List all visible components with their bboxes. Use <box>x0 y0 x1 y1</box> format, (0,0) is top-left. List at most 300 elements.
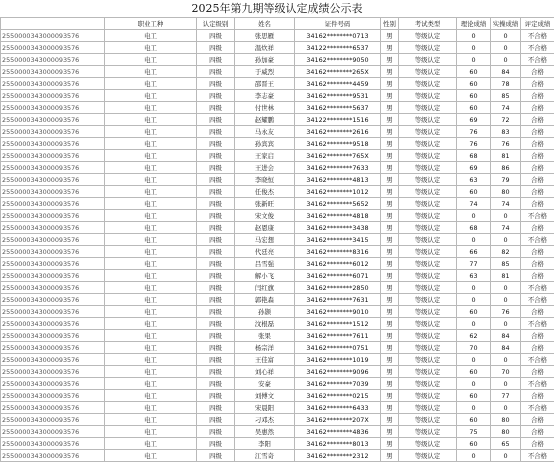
id-number-cell: 34162********3415 <box>295 234 381 246</box>
result-cell: 合格 <box>521 414 554 426</box>
occupation-cell: 电工 <box>105 186 197 198</box>
table-row <box>1 270 554 282</box>
gender-cell: 男 <box>381 162 399 174</box>
gender-cell: 男 <box>381 246 399 258</box>
level-cell: 四级 <box>197 402 235 414</box>
id-number-cell: 34162********4459 <box>295 78 381 90</box>
exam-type-cell: 等级认定 <box>399 126 457 138</box>
certificate-code-cell: 2550000343000093576 <box>1 438 105 450</box>
id-number-cell: 34162********7631 <box>295 294 381 306</box>
occupation-cell: 电工 <box>105 162 197 174</box>
id-number-cell: 34122********6537 <box>295 42 381 54</box>
theory-score-cell: 60 <box>457 78 491 90</box>
practical-score-cell: 76 <box>491 138 521 150</box>
table-row <box>1 234 554 246</box>
table-row <box>1 126 554 138</box>
occupation-cell: 电工 <box>105 342 197 354</box>
id-number-cell: 34162********0751 <box>295 342 381 354</box>
occupation-cell: 电工 <box>105 234 197 246</box>
occupation-cell: 电工 <box>105 78 197 90</box>
practical-score-cell: 86 <box>491 162 521 174</box>
table-row <box>1 246 554 258</box>
result-cell: 合格 <box>521 222 554 234</box>
exam-type-cell: 等级认定 <box>399 186 457 198</box>
occupation-cell: 电工 <box>105 366 197 378</box>
id-number-cell: 34162********9050 <box>295 54 381 66</box>
certificate-code-cell: 2550000343000093576 <box>1 114 105 126</box>
page-title: 2025年第九期等级认定成绩公示表 <box>0 2 554 16</box>
practical-score-cell: 85 <box>491 258 521 270</box>
exam-type-cell: 等级认定 <box>399 294 457 306</box>
theory-score-cell: 60 <box>457 390 491 402</box>
theory-score-cell: 75 <box>457 426 491 438</box>
table-row <box>1 174 554 186</box>
id-number-cell: 34162********9531 <box>295 90 381 102</box>
result-cell: 合格 <box>521 102 554 114</box>
id-number-cell: 34162********765X <box>295 150 381 162</box>
header-cell-id-number: 证件号码 <box>295 18 381 30</box>
exam-type-cell: 等级认定 <box>399 222 457 234</box>
exam-type-cell: 等级认定 <box>399 210 457 222</box>
result-cell: 合格 <box>521 246 554 258</box>
header-cell-practical-score: 实操成绩 <box>491 18 521 30</box>
name-cell: 吴惠然 <box>235 426 295 438</box>
name-cell: 邵晋王 <box>235 78 295 90</box>
gender-cell: 男 <box>381 438 399 450</box>
name-cell: 宋晨阳 <box>235 402 295 414</box>
occupation-cell: 电工 <box>105 102 197 114</box>
result-cell: 不合格 <box>521 450 554 462</box>
gender-cell: 男 <box>381 222 399 234</box>
table-row <box>1 342 554 354</box>
exam-type-cell: 等级认定 <box>399 438 457 450</box>
certificate-code-cell: 2550000343000093576 <box>1 354 105 366</box>
exam-type-cell: 等级认定 <box>399 402 457 414</box>
theory-score-cell: 0 <box>457 450 491 462</box>
id-number-cell: 34162********7039 <box>295 378 381 390</box>
exam-type-cell: 等级认定 <box>399 378 457 390</box>
header-cell-blank <box>1 18 105 30</box>
name-cell: 解小飞 <box>235 270 295 282</box>
gender-cell: 男 <box>381 330 399 342</box>
result-cell: 合格 <box>521 198 554 210</box>
name-cell: 杨宗洋 <box>235 342 295 354</box>
exam-type-cell: 等级认定 <box>399 330 457 342</box>
level-cell: 四级 <box>197 318 235 330</box>
name-cell: 刘傅文 <box>235 390 295 402</box>
exam-type-cell: 等级认定 <box>399 366 457 378</box>
id-number-cell: 34162********7633 <box>295 162 381 174</box>
result-cell: 不合格 <box>521 402 554 414</box>
certificate-code-cell: 2550000343000093576 <box>1 42 105 54</box>
header-cell-gender: 性别 <box>381 18 399 30</box>
result-cell: 合格 <box>521 366 554 378</box>
name-cell: 马永友 <box>235 126 295 138</box>
exam-type-cell: 等级认定 <box>399 306 457 318</box>
level-cell: 四级 <box>197 426 235 438</box>
theory-score-cell: 0 <box>457 402 491 414</box>
certificate-code-cell: 2550000343000093576 <box>1 186 105 198</box>
table-row <box>1 306 554 318</box>
result-cell: 合格 <box>521 78 554 90</box>
theory-score-cell: 60 <box>457 306 491 318</box>
result-cell: 不合格 <box>521 54 554 66</box>
name-cell: 王佳富 <box>235 354 295 366</box>
occupation-cell: 电工 <box>105 246 197 258</box>
gender-cell: 男 <box>381 174 399 186</box>
practical-score-cell: 0 <box>491 402 521 414</box>
theory-score-cell: 63 <box>457 270 491 282</box>
result-cell: 合格 <box>521 258 554 270</box>
name-cell: 刁邓杰 <box>235 414 295 426</box>
occupation-cell: 电工 <box>105 318 197 330</box>
result-cell: 合格 <box>521 138 554 150</box>
gender-cell: 男 <box>381 414 399 426</box>
level-cell: 四级 <box>197 390 235 402</box>
gender-cell: 男 <box>381 270 399 282</box>
gender-cell: 男 <box>381 294 399 306</box>
gender-cell: 男 <box>381 342 399 354</box>
occupation-cell: 电工 <box>105 438 197 450</box>
table-row <box>1 54 554 66</box>
theory-score-cell: 0 <box>457 210 491 222</box>
header-cell-exam-type: 考试类型 <box>399 18 457 30</box>
name-cell: 赵恩康 <box>235 222 295 234</box>
header-cell-theory-score: 理论成绩 <box>457 18 491 30</box>
name-cell: 孙宾宾 <box>235 138 295 150</box>
result-cell: 合格 <box>521 306 554 318</box>
certificate-code-cell: 2550000343000093576 <box>1 138 105 150</box>
id-number-cell: 34162********1012 <box>295 186 381 198</box>
practical-score-cell: 0 <box>491 354 521 366</box>
name-cell: 赵耀鹏 <box>235 114 295 126</box>
certificate-code-cell: 2550000343000093576 <box>1 294 105 306</box>
level-cell: 四级 <box>197 342 235 354</box>
certificate-code-cell: 2550000343000093576 <box>1 378 105 390</box>
theory-score-cell: 68 <box>457 150 491 162</box>
level-cell: 四级 <box>197 306 235 318</box>
name-cell: 刘心祥 <box>235 366 295 378</box>
id-number-cell: 34162********2616 <box>295 126 381 138</box>
theory-score-cell: 60 <box>457 102 491 114</box>
id-number-cell: 34162********1512 <box>295 318 381 330</box>
occupation-cell: 电工 <box>105 210 197 222</box>
gender-cell: 男 <box>381 78 399 90</box>
id-number-cell: 34162********9096 <box>295 366 381 378</box>
name-cell: 张果 <box>235 330 295 342</box>
name-cell: 王家启 <box>235 150 295 162</box>
level-cell: 四级 <box>197 354 235 366</box>
level-cell: 四级 <box>197 366 235 378</box>
practical-score-cell: 74 <box>491 222 521 234</box>
theory-score-cell: 69 <box>457 162 491 174</box>
name-cell: 郭艳森 <box>235 294 295 306</box>
occupation-cell: 电工 <box>105 138 197 150</box>
result-cell: 合格 <box>521 90 554 102</box>
id-number-cell: 34162********1019 <box>295 354 381 366</box>
occupation-cell: 电工 <box>105 450 197 462</box>
id-number-cell: 34162********0215 <box>295 390 381 402</box>
theory-score-cell: 0 <box>457 234 491 246</box>
gender-cell: 男 <box>381 198 399 210</box>
table-row <box>1 366 554 378</box>
occupation-cell: 电工 <box>105 90 197 102</box>
gender-cell: 男 <box>381 318 399 330</box>
result-cell: 不合格 <box>521 354 554 366</box>
table-row <box>1 162 554 174</box>
certificate-code-cell: 2550000343000093576 <box>1 66 105 78</box>
table-header-row <box>1 18 554 30</box>
table-row <box>1 102 554 114</box>
occupation-cell: 电工 <box>105 306 197 318</box>
table-row <box>1 258 554 270</box>
result-cell: 不合格 <box>521 378 554 390</box>
practical-score-cell: 0 <box>491 378 521 390</box>
occupation-cell: 电工 <box>105 174 197 186</box>
practical-score-cell: 78 <box>491 78 521 90</box>
practical-score-cell: 65 <box>491 438 521 450</box>
id-number-cell: 34122********1516 <box>295 114 381 126</box>
certificate-code-cell: 2550000343000093576 <box>1 234 105 246</box>
result-cell: 不合格 <box>521 318 554 330</box>
table-row <box>1 66 554 78</box>
result-cell: 不合格 <box>521 282 554 294</box>
occupation-cell: 电工 <box>105 294 197 306</box>
occupation-cell: 电工 <box>105 198 197 210</box>
theory-score-cell: 0 <box>457 282 491 294</box>
level-cell: 四级 <box>197 246 235 258</box>
certificate-code-cell: 2550000343000093576 <box>1 258 105 270</box>
id-number-cell: 34162********9518 <box>295 138 381 150</box>
name-cell: 吕雪强 <box>235 258 295 270</box>
practical-score-cell: 84 <box>491 66 521 78</box>
practical-score-cell: 84 <box>491 342 521 354</box>
gender-cell: 男 <box>381 138 399 150</box>
certificate-code-cell: 2550000343000093576 <box>1 78 105 90</box>
theory-score-cell: 70 <box>457 342 491 354</box>
header-cell-occupation: 职业工种 <box>105 18 197 30</box>
id-number-cell: 34162********0713 <box>295 30 381 42</box>
gender-cell: 男 <box>381 66 399 78</box>
theory-score-cell: 0 <box>457 294 491 306</box>
table-row <box>1 426 554 438</box>
result-cell: 合格 <box>521 186 554 198</box>
results-table <box>0 17 554 462</box>
theory-score-cell: 0 <box>457 42 491 54</box>
certificate-code-cell: 2550000343000093576 <box>1 342 105 354</box>
table-row <box>1 138 554 150</box>
exam-type-cell: 等级认定 <box>399 354 457 366</box>
occupation-cell: 电工 <box>105 150 197 162</box>
gender-cell: 男 <box>381 234 399 246</box>
table-row <box>1 42 554 54</box>
occupation-cell: 电工 <box>105 30 197 42</box>
result-cell: 合格 <box>521 438 554 450</box>
result-cell: 合格 <box>521 330 554 342</box>
gender-cell: 男 <box>381 186 399 198</box>
level-cell: 四级 <box>197 378 235 390</box>
theory-score-cell: 60 <box>457 414 491 426</box>
certificate-code-cell: 2550000343000093576 <box>1 402 105 414</box>
table-row <box>1 390 554 402</box>
certificate-code-cell: 2550000343000093576 <box>1 270 105 282</box>
name-cell: 温炊祥 <box>235 42 295 54</box>
certificate-code-cell: 2550000343000093576 <box>1 414 105 426</box>
name-cell: 张思雁 <box>235 30 295 42</box>
result-cell: 合格 <box>521 66 554 78</box>
level-cell: 四级 <box>197 198 235 210</box>
table-row <box>1 354 554 366</box>
exam-type-cell: 等级认定 <box>399 30 457 42</box>
certificate-code-cell: 2550000343000093576 <box>1 366 105 378</box>
header-cell-result: 评定成绩 <box>521 18 554 30</box>
theory-score-cell: 0 <box>457 378 491 390</box>
exam-type-cell: 等级认定 <box>399 246 457 258</box>
id-number-cell: 34162********3438 <box>295 222 381 234</box>
occupation-cell: 电工 <box>105 258 197 270</box>
occupation-cell: 电工 <box>105 270 197 282</box>
level-cell: 四级 <box>197 138 235 150</box>
theory-score-cell: 0 <box>457 318 491 330</box>
id-number-cell: 34162********9010 <box>295 306 381 318</box>
practical-score-cell: 0 <box>491 30 521 42</box>
name-cell: 孙颢 <box>235 306 295 318</box>
theory-score-cell: 0 <box>457 54 491 66</box>
theory-score-cell: 74 <box>457 198 491 210</box>
certificate-code-cell: 2550000343000093576 <box>1 150 105 162</box>
theory-score-cell: 60 <box>457 438 491 450</box>
name-cell: 李阳 <box>235 438 295 450</box>
level-cell: 四级 <box>197 102 235 114</box>
gender-cell: 男 <box>381 282 399 294</box>
practical-score-cell: 74 <box>491 198 521 210</box>
result-cell: 合格 <box>521 150 554 162</box>
occupation-cell: 电工 <box>105 414 197 426</box>
level-cell: 四级 <box>197 30 235 42</box>
theory-score-cell: 60 <box>457 186 491 198</box>
table-row <box>1 318 554 330</box>
gender-cell: 男 <box>381 402 399 414</box>
practical-score-cell: 70 <box>491 366 521 378</box>
occupation-cell: 电工 <box>105 378 197 390</box>
result-cell: 合格 <box>521 426 554 438</box>
exam-type-cell: 等级认定 <box>399 414 457 426</box>
practical-score-cell: 0 <box>491 450 521 462</box>
practical-score-cell: 81 <box>491 150 521 162</box>
practical-score-cell: 0 <box>491 282 521 294</box>
table-row <box>1 282 554 294</box>
table-row <box>1 114 554 126</box>
gender-cell: 男 <box>381 42 399 54</box>
id-number-cell: 34162********6071 <box>295 270 381 282</box>
level-cell: 四级 <box>197 54 235 66</box>
occupation-cell: 电工 <box>105 402 197 414</box>
level-cell: 四级 <box>197 330 235 342</box>
table-row <box>1 378 554 390</box>
id-number-cell: 34162********4813 <box>295 174 381 186</box>
practical-score-cell: 83 <box>491 126 521 138</box>
name-cell: 于威烈 <box>235 66 295 78</box>
certificate-code-cell: 2550000343000093576 <box>1 306 105 318</box>
table-row <box>1 330 554 342</box>
name-cell: 宋文俊 <box>235 210 295 222</box>
certificate-code-cell: 2550000343000093576 <box>1 102 105 114</box>
gender-cell: 男 <box>381 366 399 378</box>
table-row <box>1 450 554 462</box>
gender-cell: 男 <box>381 426 399 438</box>
level-cell: 四级 <box>197 162 235 174</box>
certificate-code-cell: 2550000343000093576 <box>1 54 105 66</box>
certificate-code-cell: 2550000343000093576 <box>1 282 105 294</box>
occupation-cell: 电工 <box>105 330 197 342</box>
occupation-cell: 电工 <box>105 42 197 54</box>
certificate-code-cell: 2550000343000093576 <box>1 90 105 102</box>
exam-type-cell: 等级认定 <box>399 66 457 78</box>
certificate-code-cell: 2550000343000093576 <box>1 30 105 42</box>
theory-score-cell: 63 <box>457 174 491 186</box>
name-cell: 汶根磊 <box>235 318 295 330</box>
exam-type-cell: 等级认定 <box>399 162 457 174</box>
certificate-code-cell: 2550000343000093576 <box>1 210 105 222</box>
practical-score-cell: 81 <box>491 270 521 282</box>
certificate-code-cell: 2550000343000093576 <box>1 246 105 258</box>
exam-type-cell: 等级认定 <box>399 318 457 330</box>
certificate-code-cell: 2550000343000093576 <box>1 318 105 330</box>
level-cell: 四级 <box>197 114 235 126</box>
exam-type-cell: 等级认定 <box>399 90 457 102</box>
id-number-cell: 34162********207X <box>295 414 381 426</box>
exam-type-cell: 等级认定 <box>399 258 457 270</box>
exam-type-cell: 等级认定 <box>399 42 457 54</box>
exam-type-cell: 等级认定 <box>399 174 457 186</box>
practical-score-cell: 0 <box>491 234 521 246</box>
id-number-cell: 34162********8316 <box>295 246 381 258</box>
result-cell: 合格 <box>521 114 554 126</box>
certificate-code-cell: 2550000343000093576 <box>1 390 105 402</box>
level-cell: 四级 <box>197 234 235 246</box>
occupation-cell: 电工 <box>105 282 197 294</box>
name-cell: 李志豪 <box>235 90 295 102</box>
level-cell: 四级 <box>197 126 235 138</box>
result-cell: 不合格 <box>521 42 554 54</box>
practical-score-cell: 0 <box>491 42 521 54</box>
result-cell: 不合格 <box>521 30 554 42</box>
table-row <box>1 210 554 222</box>
result-cell: 合格 <box>521 174 554 186</box>
level-cell: 四级 <box>197 186 235 198</box>
result-cell: 合格 <box>521 270 554 282</box>
level-cell: 四级 <box>197 222 235 234</box>
level-cell: 四级 <box>197 150 235 162</box>
certificate-code-cell: 2550000343000093576 <box>1 330 105 342</box>
level-cell: 四级 <box>197 438 235 450</box>
practical-score-cell: 80 <box>491 426 521 438</box>
gender-cell: 男 <box>381 114 399 126</box>
practical-score-cell: 85 <box>491 90 521 102</box>
id-number-cell: 34162********4836 <box>295 426 381 438</box>
theory-score-cell: 60 <box>457 90 491 102</box>
level-cell: 四级 <box>197 294 235 306</box>
certificate-code-cell: 2550000343000093576 <box>1 222 105 234</box>
gender-cell: 男 <box>381 30 399 42</box>
result-cell: 不合格 <box>521 210 554 222</box>
gender-cell: 男 <box>381 210 399 222</box>
gender-cell: 男 <box>381 258 399 270</box>
practical-score-cell: 82 <box>491 246 521 258</box>
table-row <box>1 30 554 42</box>
table-row <box>1 438 554 450</box>
name-cell: 孙加豪 <box>235 54 295 66</box>
